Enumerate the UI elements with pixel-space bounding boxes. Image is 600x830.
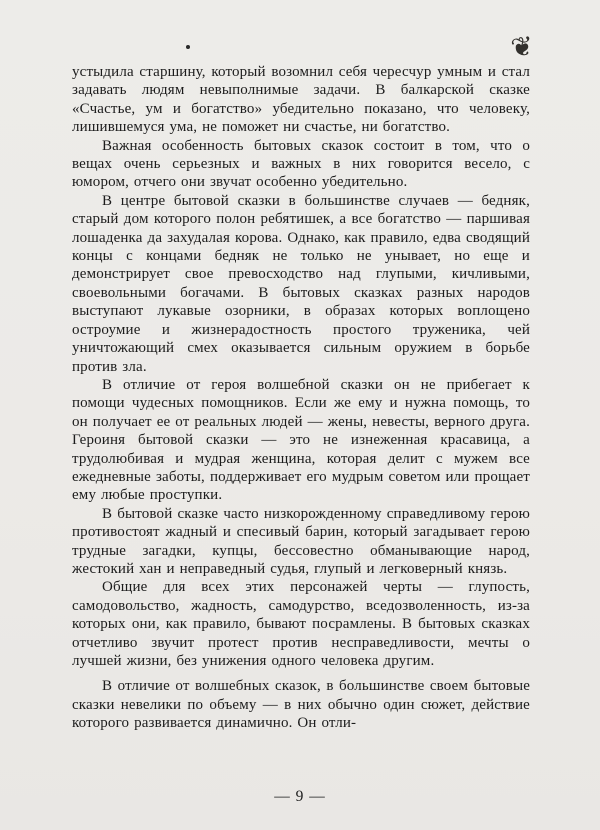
paragraph: В бытовой сказке часто низкорожденному справедливому герою противостоят жадный и спесивый барин, который загадывает герою трудные загадки, купцы, бессовестно обманывающие народ, жестокий хан и неправедный судья, глупый и легковерный князь.: [72, 505, 530, 577]
fleuron-ornament-icon: ❦: [509, 30, 537, 65]
text-block: [72, 63, 530, 733]
page-number: — 9 —: [274, 788, 326, 805]
paragraph: Важная особенность бытовых сказок состоит в том, что о вещах очень серьезных и важных в них говорится весело, с юмором, отчего они звучат особенно убедительно.: [72, 137, 530, 191]
paragraph: В отличие от волшебных сказок, в большинстве своем бытовые сказки невелики по объему — в них обычно один сюжет, действие которого развивается динамично. Он отли-: [72, 678, 530, 732]
ink-speck: [186, 45, 190, 49]
paragraph: В центре бытовой сказки в большинстве случаев — бедняк, старый дом которого полон ребятишек, а все богатство — паршивая лошаденка да захудалая корова. Однако, как правило, едва сводящий концы с концами бедняк не только не унывает, но еще и демонстрирует свое превосходство над глупыми, кичливыми, своевольными богачами. В бытовых сказках разных народов выступают лукавые озорники, в образах которых воплощено остроумие и жизнерадостность простого труженика, чей уничтожающий смех оказывается сильным оружием в борьбе против зла.: [72, 192, 530, 375]
paragraph: В отличие от героя волшебной сказки он не прибегает к помощи чудесных помощников. Если же ему и нужна помощь, то он получает ее от реальных людей — жены, невесты, верного друга. Героиня бытовой сказки — это не изнеженная красавица, а трудолюбивая и мудрая женщина, которая делит с мужем все ежедневные заботы, поддерживает его мудрым советом или прощает ему любые проступки.: [72, 376, 530, 504]
paragraph-continuation: устыдила старшину, который возомнил себя чересчур умным и стал задавать людям невыполнимые задачи. В балкарской сказке «Счастье, ум и богатство» убедительно показано, что человеку, лишившемуся ума, не поможет ни счастье, ни богатство.: [72, 64, 530, 136]
paragraph: Общие для всех этих персонажей черты — глупость, самодовольство, жадность, самодурство, вседозволенность, из-за которых они, как правило, бывают посрамлены. В бытовых сказках отчетливо звучит протест против несправедливости, мечты о лучшей жизни, без унижения одного человека другим.: [72, 579, 530, 669]
